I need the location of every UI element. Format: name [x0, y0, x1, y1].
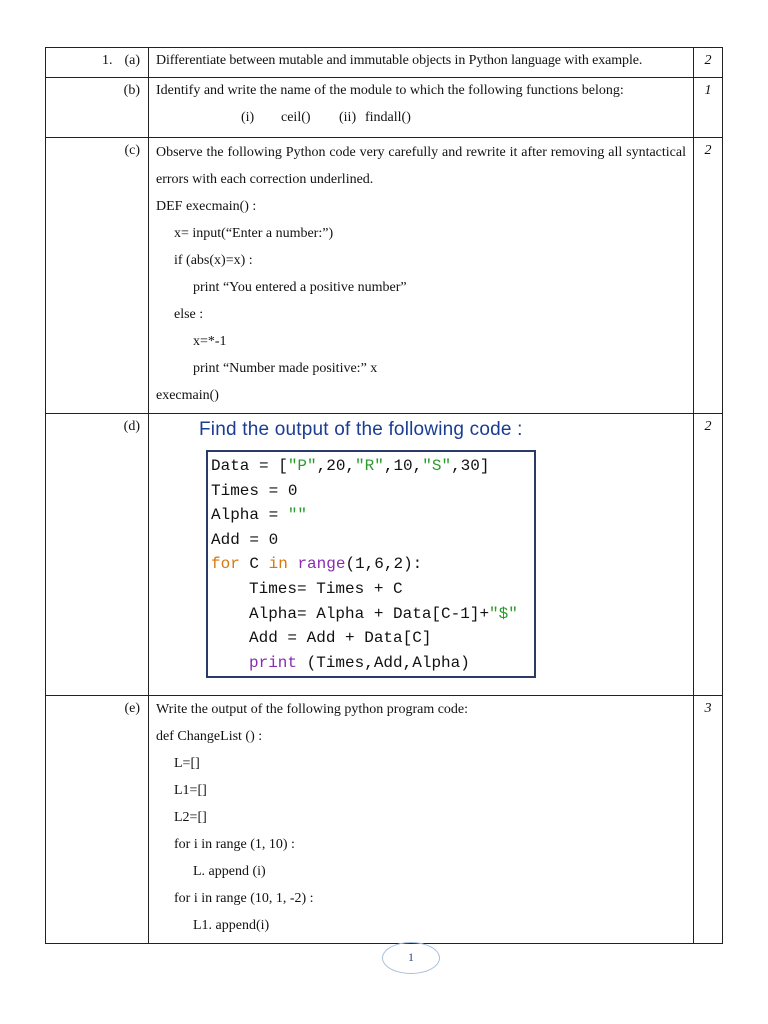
- code-line: DEF execmain() :: [156, 199, 257, 214]
- code-image: [149, 414, 693, 688]
- code-line: Add = Add + Data[C]: [249, 629, 432, 648]
- marks-value: 2: [704, 143, 712, 158]
- code-line: for C in range(1,6,2):: [211, 555, 423, 574]
- code-line: print (Times,Add,Alpha): [249, 653, 470, 672]
- code-line: Alpha= Alpha + Data[C-1]+"$": [249, 604, 518, 623]
- code-line: L2=[]: [174, 810, 207, 825]
- marks-value: 1: [704, 83, 712, 98]
- code-line: Alpha = "": [211, 506, 308, 525]
- code-line: print “You entered a positive number”: [193, 280, 407, 295]
- code-line: x= input(“Enter a number:”): [174, 226, 334, 241]
- question-part-label: (d): [123, 419, 140, 434]
- code-line: print “Number made positive:” x: [193, 361, 378, 376]
- question-row-c: [46, 138, 723, 414]
- code-line: Add = 0: [211, 530, 279, 549]
- marks-value: 2: [704, 419, 712, 434]
- code-line: L. append (i): [193, 864, 266, 879]
- question-main-number: 1.: [101, 53, 113, 68]
- code-line: Times= Times + C: [249, 579, 403, 598]
- page-number: 1: [382, 942, 440, 974]
- code-line: x=*-1: [193, 334, 227, 349]
- question-part-label: (b): [123, 83, 140, 98]
- question-text: Identify and write the name of the module to which the following functions belong:: [156, 83, 624, 98]
- code-box: [206, 450, 536, 678]
- code-line: else :: [174, 307, 204, 322]
- function-options: [156, 103, 686, 133]
- question-part-label: (e): [124, 701, 140, 716]
- question-part-label: (c): [124, 143, 140, 158]
- image-title: Find the output of the following code :: [199, 419, 523, 440]
- question-row-a: [46, 48, 723, 78]
- question-text: Write the output of the following python program code:: [156, 702, 469, 717]
- code-line: def ChangeList () :: [156, 729, 263, 744]
- code-line: Times = 0: [211, 481, 298, 500]
- code-line: L1=[]: [174, 783, 207, 798]
- question-text: Differentiate between mutable and immutable objects in Python language with example.: [156, 53, 643, 68]
- option-number: (ii): [339, 110, 357, 125]
- question-row-b: [46, 78, 723, 138]
- question-part-label: (a): [124, 53, 140, 68]
- option-number: (i): [241, 110, 255, 125]
- marks-value: 2: [704, 53, 712, 68]
- question-text: Observe the following Python code very carefully and rewrite it after removing all syntactical errors with each correction underlined.: [156, 145, 686, 187]
- code-line: L=[]: [174, 756, 200, 771]
- code-line: Data = ["P",20,"R",10,"S",30]: [211, 457, 490, 475]
- marks-value: 3: [704, 701, 712, 716]
- code-line: for i in range (1, 10) :: [174, 837, 295, 852]
- code-line: execmain(): [156, 388, 219, 403]
- question-row-e: [46, 696, 723, 944]
- option-findall: findall(): [365, 110, 411, 125]
- code-line: for i in range (10, 1, -2) :: [174, 891, 314, 906]
- code-line: L1. append(i): [193, 918, 270, 933]
- question-number: [46, 48, 148, 73]
- question-table: [45, 47, 723, 944]
- option-ceil: ceil(): [281, 110, 311, 125]
- code-line: if (abs(x)=x) :: [174, 253, 253, 268]
- question-row-d: [46, 414, 723, 696]
